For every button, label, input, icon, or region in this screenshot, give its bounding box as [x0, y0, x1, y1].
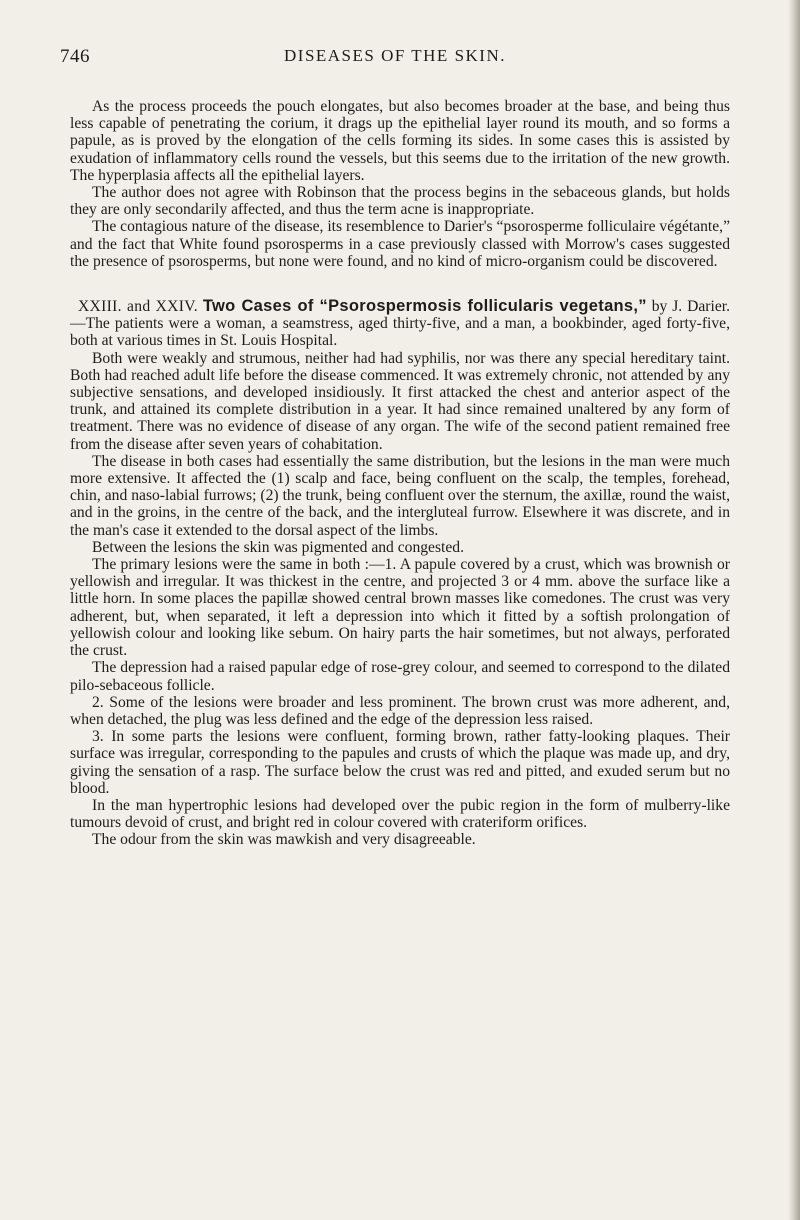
- paragraph: In the man hypertrophic lesions had developed over the pubic region in the form of mulberry-like tumours devoid of crust, and bright red in colour covered with crateriform orifices.: [70, 796, 730, 832]
- paragraph: Between the lesions the skin was pigmented and congested.: [92, 538, 464, 556]
- running-title: DISEASES OF THE SKIN.: [284, 46, 506, 65]
- paragraph: 3. In some parts the lesions were confluent, forming brown, rather fatty-looking plaques. Their surface was irregular, corresponding to the papules and crusts of which the plaque was made up, and dry, giving the sensation of a rasp. The surface below the crust was red and pitted, and exuded serum but no blood.: [70, 728, 730, 797]
- paragraph: The contagious nature of the disease, its resemblence to Darier's “psorosperme folliculaire végétante,” and the fact that White found psorosperms in a case previously classed with Morrow's cases suggested the presence of psorosperms, but none were found, and no kind of micro-organism could be discovered.: [70, 218, 730, 270]
- case-numbers: XXIII. and XXIV.: [78, 298, 198, 316]
- page-number: 746: [60, 46, 90, 67]
- paragraph: The disease in both cases had essentially the same distribution, but the lesions in the man were much more extensive. It affected the (1) scalp and face, being confluent on the scalp, the temples, forehead, chin, and naso-labial furrows; (2) the trunk, being confluent over the sternum, the axillæ, round the waist, and in the groins, in the centre of the back, and the intergluteal furrow. Elsewhere it was discrete, and in the man's case it extended to the dorsal aspect of the limbs.: [70, 452, 730, 539]
- paragraph: Both were weakly and strumous, neither had had syphilis, nor was there any special hereditary taint. Both had reached adult life before the disease commenced. It was extremely chronic, not attended by any subjective sensations, and developed insidiously. It first attacked the chest and anterior aspect of the trunk, and attained its complete distribution in a year. It had since remained unaltered by any form of treatment. There was no evidence of disease of any organ. The wife of the second patient remained free from the disease after seven years of cohabitation.: [70, 349, 730, 453]
- paragraph: The author does not agree with Robinson that the process begins in the sebaceous glands, but holds they are only secondarily affected, and thus the term acne is inappropriate.: [70, 184, 730, 219]
- page-spine-shadow: [788, 0, 800, 1220]
- section-heading-paragraph: [70, 298, 730, 350]
- paragraph: 2. Some of the lesions were broader and less prominent. The brown crust was more adherent, and, when detached, the plug was less defined and the edge of the depression less raised.: [70, 693, 730, 728]
- body-text: [70, 98, 730, 849]
- running-head: [60, 46, 730, 70]
- section-intro-text: by J. Darier.—The patients were a woman, a seamstress, aged thirty-five, and a man, a bookbinder, aged forty-five, both at various times in St. Louis Hospital.: [70, 298, 730, 350]
- case-title: Two Cases of “Psorospermosis follicularis vegetans,”: [202, 297, 647, 316]
- paragraph: The primary lesions were the same in both :—1. A papule covered by a crust, which was brownish or yellowish and irregular. It was thickest in the centre, and projected 3 or 4 mm. above the surface like a little horn. In some places the papillæ showed central brown masses like comedones. The crust was very adherent, but, when separated, it left a depression into which it fitted by a softish prolongation of yellowish colour and looking like sebum. On hairy parts the hair sometimes, but not always, perforated the crust.: [70, 556, 730, 660]
- paragraph: As the process proceeds the pouch elongates, but also becomes broader at the base, and being thus less capable of penetrating the corium, it drags up the epithelial layer round its mouth, and so forms a papule, as is proved by the elongation of the cells forming its sides. In some cases this is assisted by exudation of inflammatory cells round the vessels, but this seems due to the irritation of the new growth. The hyperplasia affects all the epithelial layers.: [70, 98, 730, 184]
- paragraph: The depression had a raised papular edge of rose-grey colour, and seemed to correspond to the dilated pilo-sebaceous follicle.: [70, 659, 730, 694]
- paragraph: The odour from the skin was mawkish and very disagreeable.: [92, 831, 476, 849]
